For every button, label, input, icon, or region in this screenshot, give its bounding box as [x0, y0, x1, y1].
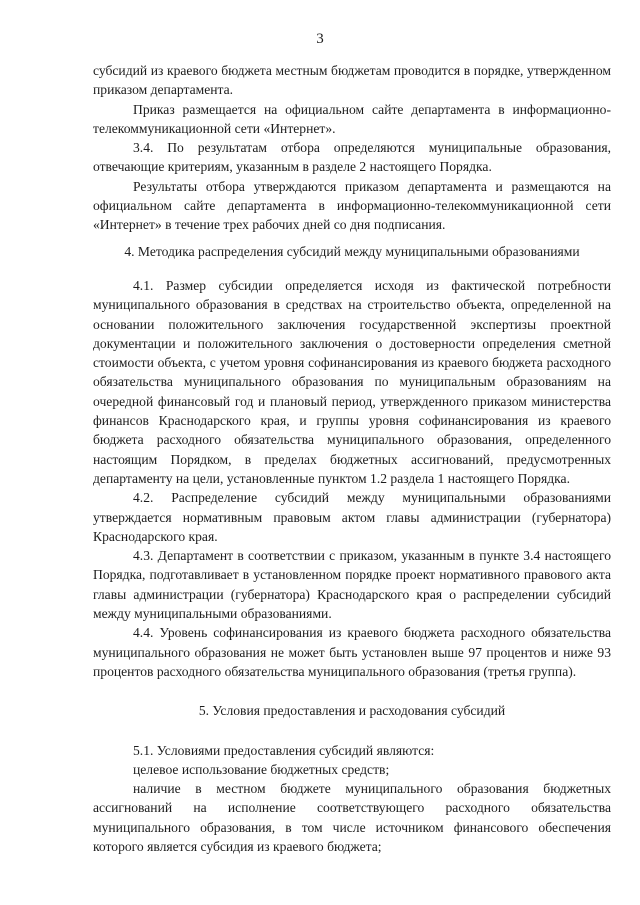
- paragraph-3-4: 3.4. По результатам отбора определяются муниципальные образования, отвечающие критериям, указанным в разделе 2 настоящего Порядка.: [93, 140, 611, 175]
- paragraph-5-1: 5.1. Условиями предоставления субсидий являются:: [133, 742, 435, 758]
- paragraph-results-approved: Результаты отбора утверждаются приказом департамента и размещаются на официальном сайте департамента в информационно-телекоммуникационной сети «Интернет» в течение трех рабочих дней со дня подписания.: [93, 178, 611, 233]
- spacer: [93, 261, 611, 276]
- spacer: [93, 681, 611, 701]
- paragraph-4-1: 4.1. Размер субсидии определяется исходя из фактической потребности муниципального образования в средствах на строительство объекта, определенной на основании положительного заключения государственной экспертизы проектной документации и положительного заключения о достоверности определения сметной стоимости объекта, с учетом уровня софинансирования из краевого бюджета расходного обязательства муниципального образования по муниципальным образованиям на очередной финансовый год и плановый период, утвержденного приказом министерства финансов Краснодарского края, и группы уровня софинансирования из краевого бюджета расходного обязательства муниципального образования, определенного настоящим Порядком, в пределах бюджетных ассигнований, предусмотренных департаменту на цели, установленные пунктом 1.2 раздела 1 настоящего Порядка.: [93, 277, 611, 486]
- page-number: 3: [316, 31, 324, 47]
- paragraph-4-3: 4.3. Департамент в соответствии с приказом, указанным в пункте 3.4 настоящего Порядка, подготавливает в установленном порядке проект нормативного правового акта главы администрации (губернатора) Краснодарского края о распределении субсидий между муниципальными образованиями.: [93, 548, 611, 622]
- section-5-heading: 5. Условия предоставления и расходования субсидий: [198, 703, 506, 719]
- paragraph-budget-allocations: наличие в местном бюджете муниципального образования бюджетных ассигнований на исполнение соответствующего расходного обязательства муниципального образования, в том числе источником финансового обеспечения которого является субсидия из краевого бюджета;: [93, 781, 611, 854]
- paragraph-4-4: 4.4. Уровень софинансирования из краевого бюджета расходного обязательства муниципального образования не может быть установлен выше 97 процентов и ниже 93 процентов расходного обязательства муниципального образования (третья группа).: [93, 625, 611, 679]
- paragraph-order-published: Приказ размещается на официальном сайте департамента в информационно-телекоммуникационной сети «Интернет».: [93, 101, 611, 136]
- spacer: [93, 721, 611, 741]
- paragraph-subsidy-order: субсидий из краевого бюджета местным бюджетам проводится в порядке, утвержденном приказом департамента.: [93, 63, 611, 98]
- paragraph-targeted-use: целевое использование бюджетных средств;: [133, 761, 390, 777]
- section-4-heading: 4. Методика распределения субсидий между муниципальными образованиями: [124, 243, 580, 259]
- spacer: [93, 235, 611, 242]
- paragraph-4-2: 4.2. Распределение субсидий между муниципальными образованиями утверждается нормативным правовым актом главы администрации (губернатора) Краснодарского края.: [93, 490, 611, 544]
- document-body: [93, 61, 611, 856]
